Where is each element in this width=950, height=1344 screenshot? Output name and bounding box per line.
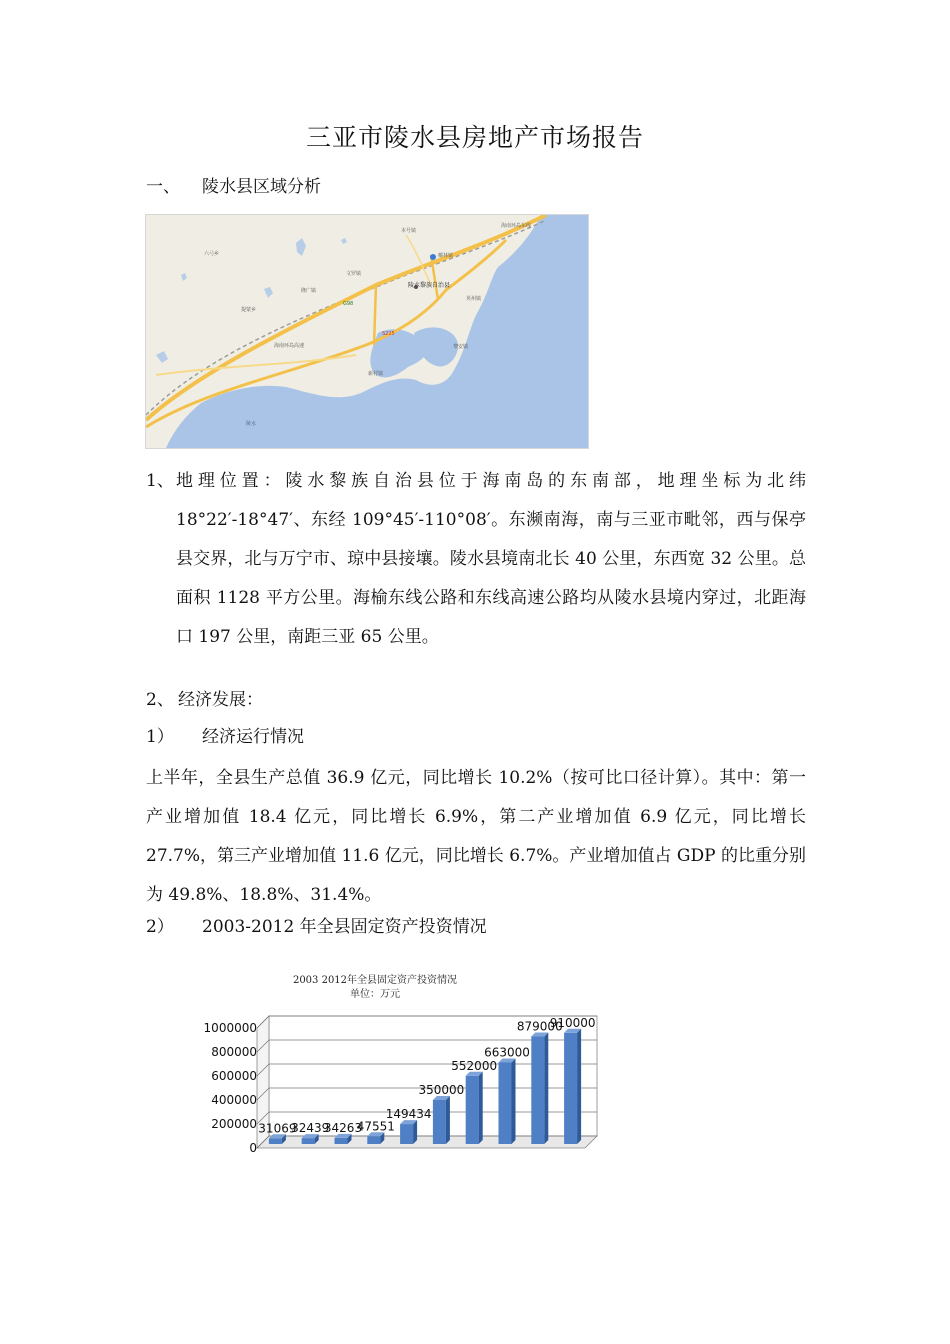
subsection-2-number: 2）: [146, 917, 174, 937]
chart-y-tick-label: 400000: [211, 1093, 257, 1107]
map-label-east-highway: 海南环岛高速: [274, 343, 305, 349]
map-label-lingshui-county: 陵水黎族自治县: [408, 282, 451, 289]
chart-bar: [335, 1134, 352, 1144]
map-label-s225: S225: [382, 331, 395, 337]
list-item-2-label: 2、: [146, 690, 174, 710]
map-image: [146, 215, 588, 448]
map-label-benhao: 本号镇: [401, 228, 417, 234]
chart-data-label: 879000: [516, 1019, 563, 1034]
map-label-yingzhou: 英州镇: [466, 296, 482, 302]
map-label-g98: G98: [343, 301, 354, 307]
chart-bar: [269, 1134, 286, 1144]
page-title: 三亚市陵水县房地产市场报告: [305, 123, 644, 152]
list-item-1-label: 1、: [146, 471, 174, 491]
map-label-lingshui-bay: 陵水: [246, 421, 257, 427]
map-label-east-road: 海南环岛东线: [501, 223, 532, 229]
chart-subtitle: 单位：万元: [350, 989, 400, 1000]
map-label-xincun: 新村镇: [368, 371, 384, 377]
chart-bar: [499, 1058, 516, 1144]
map-label-longguang: 隆广镇: [301, 288, 317, 294]
subsection-2: [146, 912, 487, 937]
chart-bar: [400, 1120, 417, 1144]
chart-data-label: 149434: [385, 1107, 432, 1122]
subsection-1-number: 1）: [146, 727, 174, 747]
chart-bar: [564, 1029, 581, 1144]
list-item-1-text: 地理位置：陵水黎族自治县位于海南岛的东南部，地理坐标为北纬 18°22′-18°47′、东经 109°45′-110°08′。东濒南海，南与三亚市毗邻，西与保亭县交界，北与万宁市、琼中县接壤。陵水县境南北长 40 公里，东西宽 32 公里。总面积 1128 平方公里。海榆东线公路和东线高速公路均从陵水县境内穿过，北距海口 197 公里，南距三亚 65 公里。: [176, 471, 806, 647]
map-label-yelin: 椰林镇: [438, 253, 454, 259]
section-1-title: 陵水县区域分析: [202, 177, 321, 197]
chart-data-label: 663000: [484, 1045, 530, 1060]
section-1-heading: [146, 172, 321, 197]
chart-data-label: 350000: [418, 1083, 465, 1097]
region-map: [145, 214, 589, 449]
chart-title: 2003 2012年全县固定资产投资情况: [292, 975, 458, 986]
chart-data-label: 552000: [451, 1058, 498, 1073]
list-item-economy: [146, 685, 263, 710]
chart-data-label: 31069: [258, 1121, 297, 1136]
map-label-liugong: 六弓乡: [204, 251, 220, 257]
economy-paragraph: 上半年，全县生产总值 36.9 亿元，同比增长 10.2%（按可比口径计算）。其中：第一产业增加值 18.4 亿元，同比增长 6.9%，第二产业增加值 6.9 亿元，同比增长 27.7%，第三产业增加值 11.6 亿元，同比增长 6.7%。产业增加值占 GDP 的比重分别为 49.8%、18.8%、31.4%。: [146, 768, 806, 905]
chart-data-label: 32439: [291, 1121, 330, 1136]
chart-y-tick-label: 0: [249, 1141, 257, 1155]
subsection-2-title: 2003-2012 年全县固定资产投资情况: [202, 917, 487, 937]
chart-y-axis: [204, 1021, 257, 1155]
chart-y-tick-label: 200000: [211, 1117, 257, 1131]
chart-data-label: 910000: [549, 1015, 596, 1030]
subsection-1-title: 经济运行情况: [202, 727, 304, 747]
chart-bar: [433, 1096, 450, 1144]
chart-bar: [466, 1072, 483, 1144]
chart-y-tick-label: 800000: [211, 1045, 257, 1059]
chart-y-tick-label: 600000: [211, 1069, 257, 1083]
chart-data-label: 47551: [356, 1119, 395, 1134]
chart-bar: [302, 1134, 319, 1144]
chart-y-tick-label: 1000000: [203, 1021, 257, 1035]
map-label-lian: 黎安镇: [453, 344, 469, 350]
investment-chart: [145, 965, 625, 1170]
chart-bar: [531, 1033, 548, 1144]
list-item-2-text: 经济发展：: [178, 690, 263, 710]
chart-svg: [145, 965, 625, 1170]
map-label-timeng: 提蒙乡: [241, 307, 257, 313]
section-1-number: 一、: [146, 177, 180, 197]
chart-data-label: 34263: [323, 1120, 363, 1135]
subsection-1: [146, 722, 304, 747]
chart-bar: [367, 1132, 384, 1144]
map-label-wenluo: 文罗镇: [346, 271, 362, 277]
list-item-geography: [146, 462, 806, 657]
